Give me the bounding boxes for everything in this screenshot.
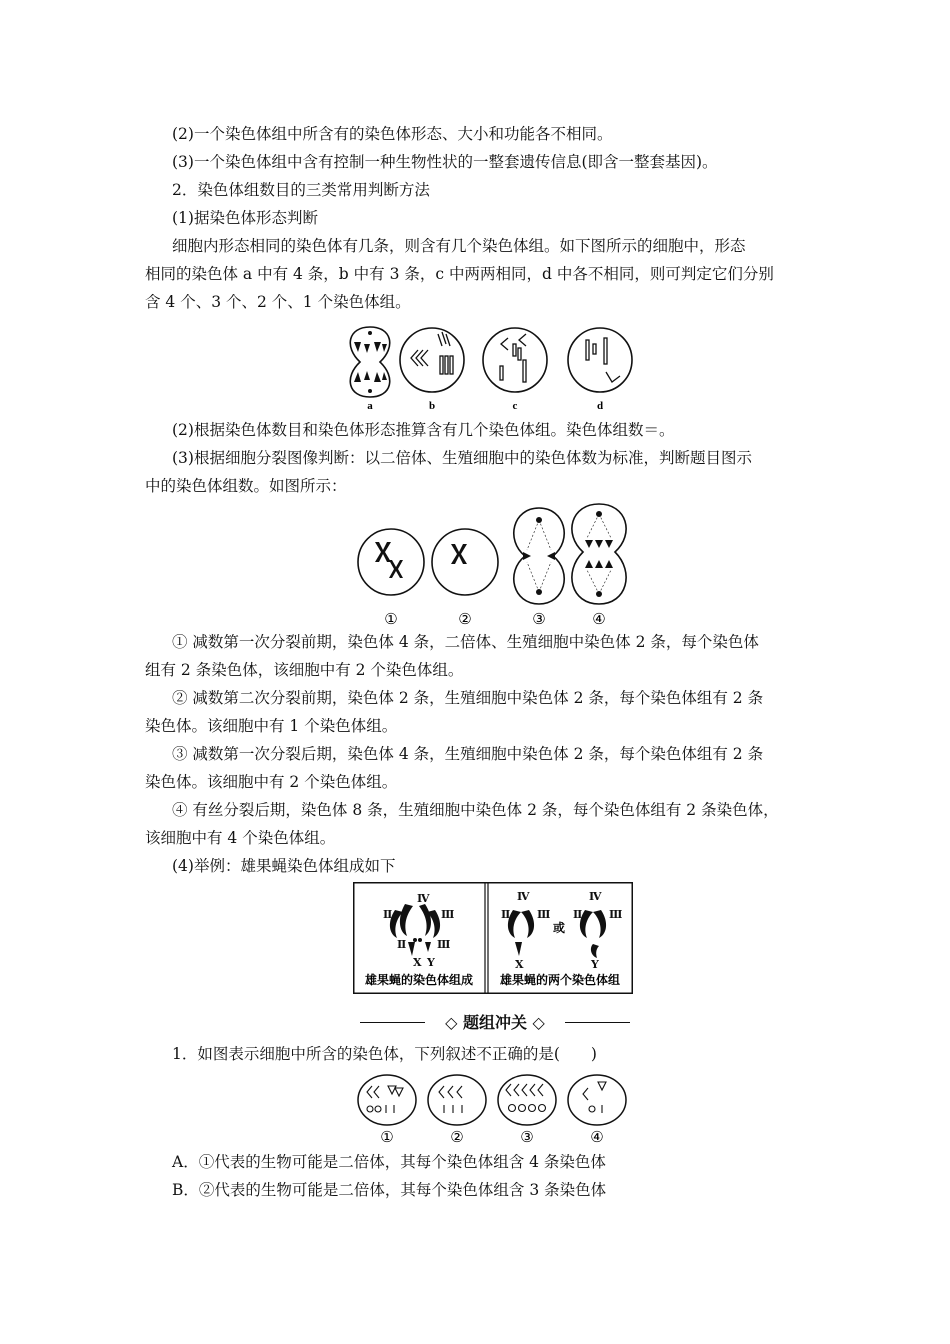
sex-chromosome-x: X [413, 956, 422, 969]
roman-label: Ⅲ [441, 908, 455, 921]
text-line: ④ 有丝分裂后期，染色体 8 条，生殖细胞中染色体 2 条，每个染色体组有 2 条染色体， [172, 801, 779, 819]
text-line: (2)一个染色体组中所含有的染色体形态、大小和功能各不相同。 [172, 125, 613, 143]
roman-label: Ⅱ [383, 908, 393, 921]
text-line: 染色体。该细胞中有 1 个染色体组。 [145, 717, 398, 735]
text-line: (2)根据染色体数目和染色体形态推算含有几个染色体组。染色体组数＝。 [172, 421, 675, 439]
sex-chromosome-y: Y [427, 956, 435, 969]
text-line: 组有 2 条染色体，该细胞中有 2 个染色体组。 [145, 661, 464, 679]
banner-title: ◇ 题组冲关 ◇ [445, 1013, 545, 1032]
text-line: 该细胞中有 4 个染色体组。 [145, 829, 336, 847]
roman-label: Ⅳ [517, 890, 530, 903]
divider [360, 1022, 425, 1023]
text-line: 中的染色体组数。如图所示： [145, 477, 347, 495]
roman-label: Ⅱ [397, 938, 407, 951]
right-caption: 雄果蝇的两个染色体组 [499, 973, 621, 987]
section-heading: 2．染色体组数目的三类常用判断方法 [172, 181, 430, 199]
text-line: (3)根据细胞分裂图像判断：以二倍体、生殖细胞中的染色体数为标准，判断题目图示 [172, 449, 752, 467]
figure-question-cells [356, 1072, 630, 1146]
roman-label: Ⅱ [501, 908, 511, 921]
question-text: 1．如图表示细胞中所含的染色体，下列叙述不正确的是( ) [172, 1045, 597, 1063]
text-line: 染色体。该细胞中有 2 个染色体组。 [145, 773, 398, 791]
figure-chromosome-shapes [340, 322, 640, 412]
figure-label-c: c [512, 400, 518, 412]
stage-label-3: ③ [532, 610, 546, 628]
figure-cell-division [355, 500, 635, 628]
stage-label-2: ② [458, 610, 472, 628]
figure-label-b: b [428, 400, 436, 412]
roman-label: Ⅳ [589, 890, 602, 903]
text-line: (1)据染色体形态判断 [172, 209, 318, 227]
figure-fruit-fly-karyotype [353, 882, 633, 994]
text-line: (3)一个染色体组中含有控制一种生物性状的一整套遗传信息(即含一整套基因)。 [172, 153, 718, 171]
cell-label-4: ④ [590, 1128, 604, 1146]
figure-label-a: a [367, 400, 373, 412]
cell-label-1: ① [380, 1128, 394, 1146]
section-banner [360, 1012, 630, 1034]
text-line: ① 减数第一次分裂前期，染色体 4 条，二倍体、生殖细胞中染色体 2 条，每个染色体 [172, 633, 759, 651]
sex-chromosome-y: Y [591, 958, 599, 971]
option-a[interactable]: A．①代表的生物可能是二倍体，其每个染色体组含 4 条染色体 [172, 1153, 606, 1171]
figure-label-d: d [596, 400, 604, 412]
option-b[interactable]: B．②代表的生物可能是二倍体，其每个染色体组含 3 条染色体 [172, 1181, 607, 1199]
text-line: 细胞内形态相同的染色体有几条，则含有几个染色体组。如下图所示的细胞中，形态 [172, 237, 746, 255]
roman-label: Ⅳ [417, 892, 430, 905]
cell-label-2: ② [450, 1128, 464, 1146]
text-line: 含 4 个、3 个、2 个、1 个染色体组。 [145, 293, 411, 311]
or-label: 或 [552, 921, 566, 935]
text-line: ② 减数第二次分裂前期，染色体 2 条，生殖细胞中染色体 2 条，每个染色体组有 2 条 [172, 689, 764, 707]
text-line: 相同的染色体 a 中有 4 条，b 中有 3 条，c 中两两相同，d 中各不相同，则可判定它们分别 [145, 265, 774, 283]
text-line: ③ 减数第一次分裂后期，染色体 4 条，生殖细胞中染色体 2 条，每个染色体组有 2 条 [172, 745, 764, 763]
divider [565, 1022, 630, 1023]
roman-label: Ⅲ [537, 908, 551, 921]
stage-label-4: ④ [592, 610, 606, 628]
stage-label-1: ① [384, 610, 398, 628]
roman-label: Ⅲ [609, 908, 623, 921]
left-caption: 雄果蝇的染色体组成 [364, 973, 474, 987]
cell-label-3: ③ [520, 1128, 534, 1146]
roman-label: Ⅲ [437, 938, 451, 951]
text-line: (4)举例：雄果蝇染色体组成如下 [172, 857, 396, 875]
sex-chromosome-x: X [515, 958, 524, 971]
roman-label: Ⅱ [573, 908, 583, 921]
